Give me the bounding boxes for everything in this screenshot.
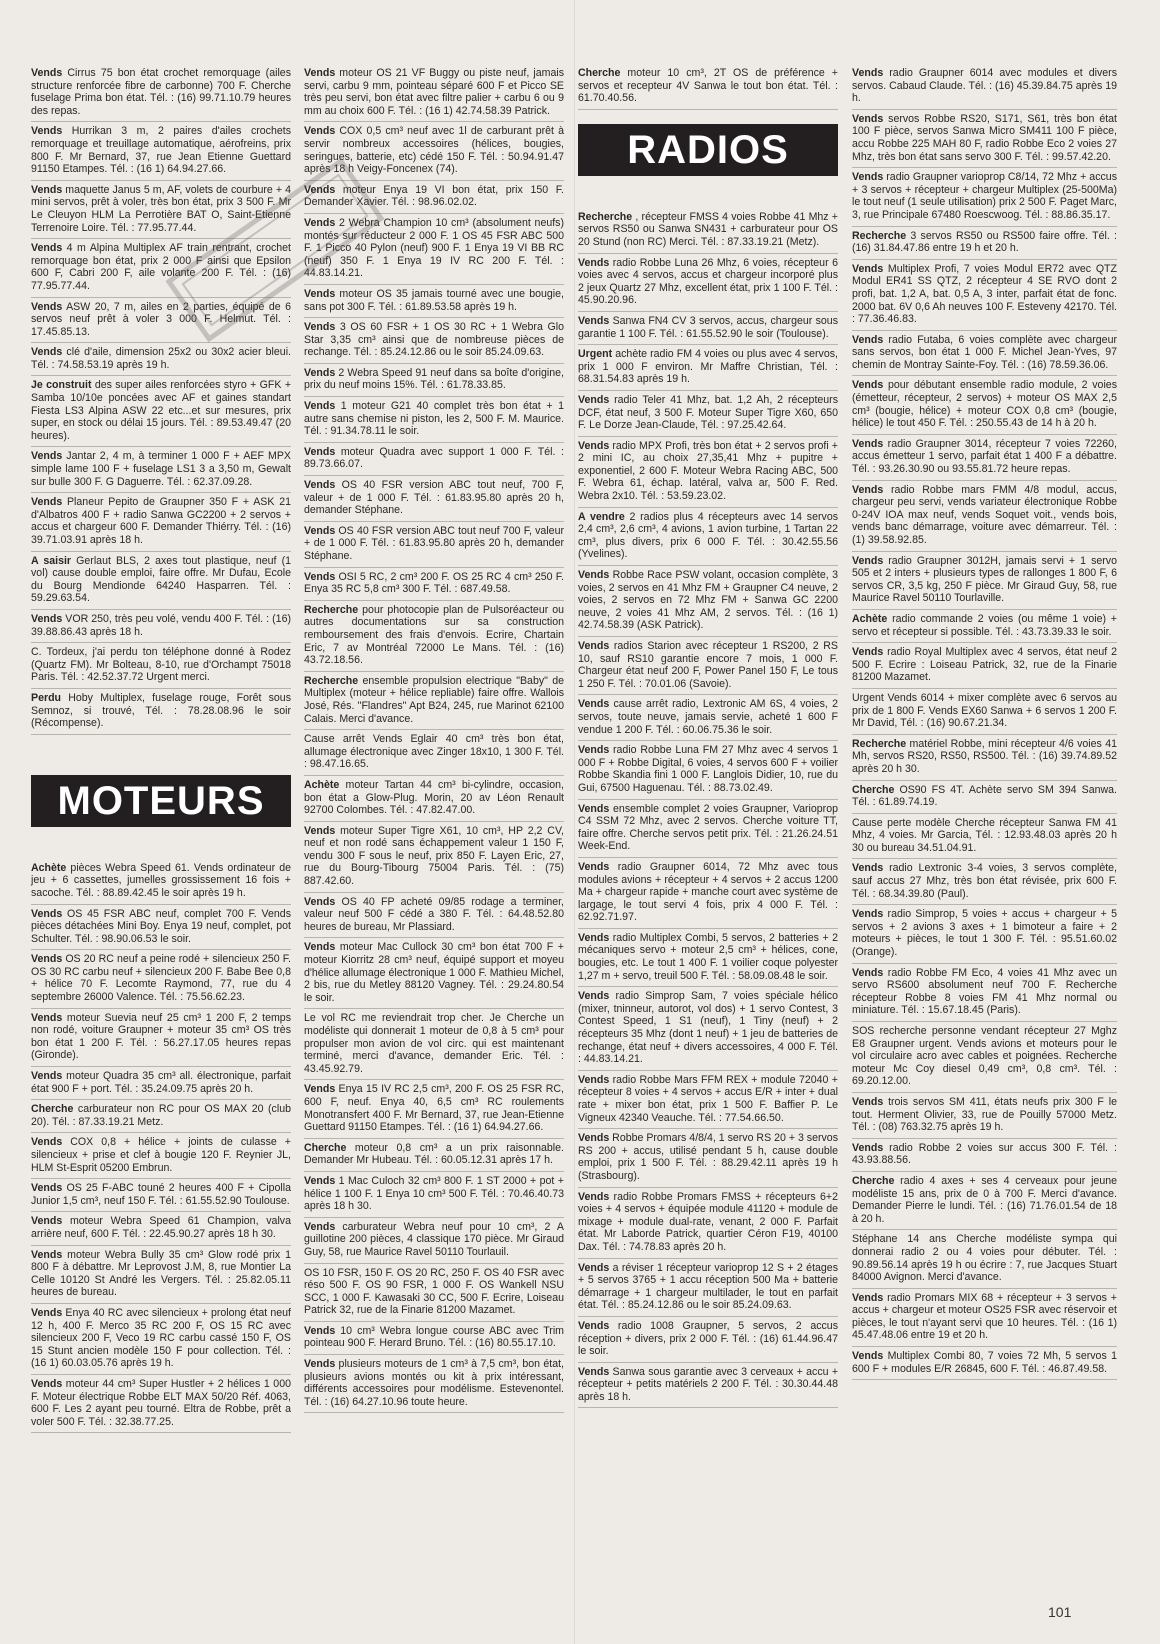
col3-radios-list [578, 208, 838, 1409]
ad-text: moteur Enya 19 VI bon état, prix 150 F. Demander Xavier. Tél. : 98.96.02.02. [304, 183, 564, 209]
ad-keyword: Cherche [304, 1141, 347, 1154]
radios-section-header: RADIOS [578, 124, 838, 176]
classified-ad [852, 1022, 1117, 1093]
ad-keyword: Vends [31, 1070, 63, 1083]
classified-ad [852, 610, 1117, 643]
col3-top-list [578, 64, 838, 110]
ad-keyword: Vends [852, 908, 884, 921]
ad-keyword: Vends [578, 1190, 610, 1203]
classified-ad [852, 64, 1117, 110]
classified-ad [852, 110, 1117, 168]
ad-keyword: Vends [31, 496, 63, 509]
ad-keyword: Vends [31, 346, 63, 359]
ad-keyword: Vends [31, 67, 63, 79]
ad-text: radio Simprop, 5 voies + accus + chargeur + 5 servos + 2 avions 3 axes + 1 bimoteur a faire + 2 moteurs + pièces, le tout 1 300 F. Tél. : 95.51.60.02 (Orange). [852, 908, 1117, 959]
ad-keyword: Je construit [31, 379, 92, 392]
ad-keyword: Vends [578, 744, 610, 757]
ad-keyword: Vends [304, 287, 336, 300]
ad-keyword: Vends [31, 242, 63, 255]
ad-text: radio Robbe Mars FFM REX + module 72040 + récepteur 8 voies + 4 servos + accus E/R + inter + dual rate + mixer bon état, prix 1 500 F. Baffier P. Le Vigneux 42340 Veauche. Tél. : 77.54.66.50. [578, 1073, 838, 1124]
classified-ad [578, 929, 838, 987]
ad-keyword: Vends [852, 437, 884, 450]
classified-ad [304, 1139, 564, 1172]
classified-ad [304, 672, 564, 730]
classified-ad [304, 776, 564, 822]
ad-text: Sanwa sous garantie avec 3 cerveaux + accu + récepteur + petits matériels 2 200 F. Tél. : 30.30.44.48 après 18 h. [578, 1365, 838, 1403]
ad-keyword: Vends [31, 183, 63, 196]
ad-keyword: Vends [852, 67, 884, 79]
ad-keyword: Vends [304, 1358, 336, 1371]
ad-text: Enya 15 IV RC 2,5 cm³, 200 F. OS 25 FSR RC, 600 F, neuf. Enya 40, 6,5 cm³ RC roulements Monotransfert 400 F. Mr Bernard, 37, rue Jean-Etienne Guettard 91150 Etampes. Tél. : (16 1) 64.94.27.66. [304, 1083, 564, 1134]
classified-ad [31, 610, 291, 643]
classified-ad [852, 260, 1117, 331]
ad-keyword: Vends [852, 966, 884, 979]
ad-keyword: Vends [31, 612, 63, 625]
ad-text: OS 40 FSR version ABC tout neuf, 700 F, valeur + de 1 000 F. Tél. : 61.83.95.80 après 20 h, demander Stéphane. [304, 479, 564, 517]
column-3 [578, 64, 838, 1408]
ad-text: radio Robbe mars FMM 4/8 modul, accus, chargeur peu servi, vends variateur électronique Robbe 0-24V IOA max neuf, vends Soquet voit., vends bois, vends banc démarrage, voiture avec démarreur. Tél. : (1) 39.58.92.85. [852, 483, 1117, 546]
ad-keyword: Vends [578, 1365, 610, 1378]
ad-keyword: Vends [852, 862, 884, 875]
classified-ad [304, 893, 564, 939]
ad-text: OS 10 FSR, 150 F. OS 20 RC, 250 F. OS 40 FSR avec réso 500 F. OS 90 FSR, 1 000 F. OS Wankell NSU SCC, 1 000 F. Kawasaki 30 CC, 500 F. Ecrire, Loiseau Patrick 32, rue de la Finarie 81200 Mazamet. [304, 1266, 564, 1317]
ad-text: cause arrêt radio, Lextronic AM 6S, 4 voies, 2 servos, toute neuve, jamais servie, acheté 1 600 F vendue 1 200 F. Tél. : 60.06.75.36 le soir. [578, 698, 838, 736]
ad-text: Enya 40 RC avec silencieux + prolong état neuf 12 h, 400 F. Merco 35 RC 200 F, OS 15 RC avec silencieux 200 F, Veco 19 RC carbu cassé 150 F, OS 15 Stunt ancien modèle 150 F pour collection. Tél. : (16 1) 60.03.05.76 après 19 h. [31, 1306, 291, 1370]
classified-ad [31, 64, 291, 122]
ad-text: Robbe Race PSW volant, occasion complète, 3 voies, 2 servos en 41 Mhz FM + Graupner C4 neuve, 2 voies, 2 servos en 72 Mhz FM + Sanwa GC 2200 neuve, 2 voies 41 Mhz AM, 2 servos. Tél. : (16 1) 42.74.58.39 (ASK Patrick). [578, 569, 838, 632]
ad-text: radio Robbe FM Eco, 4 voies 41 Mhz avec un servo RS600 absolument neuf 700 F. Recherche récepteur Robbe 8 voies FM 41 Mhz normal ou miniature. Tél. : 15.67.18.45 (Paris). [852, 966, 1117, 1017]
ad-keyword: Achète [852, 612, 888, 625]
ad-keyword: Vends [852, 171, 884, 184]
ad-keyword: Vends [852, 1350, 884, 1363]
ad-keyword: Vends [304, 125, 336, 138]
ad-text: radio Graupner 6014 avec modules et divers servos. Cabaud Claude. Tél. : (16) 45.39.84.75 après 19 h. [852, 67, 1117, 105]
ad-text: COX 0,8 + hélice + joints de culasse + silencieux + prise et clef à bougie 120 F. Reynier JL, HLM St-Esprit 05200 Embrun. [31, 1136, 291, 1174]
ad-keyword: Vends [578, 1073, 610, 1086]
ad-text: Hurrikan 3 m, 2 paires d'ailes crochets remorquage et treuillage automatique, aérofreins, prix 800 F. Mr Bernard, 37, rue Jean Etienne Guettard 91150 Etampes. Tél. : (16 1) 64.94.27.66. [31, 125, 291, 176]
ad-text: des super ailes renforcées styro + GFK + Samba 10/10e poncées avec AF et gaines standart Fiesta LS3 Alpina ASW 22 etc...et sur mesures, prix super, en stock ou délai 15 jours. Tél. : 89.53.49.47 (20 heures). [31, 379, 292, 442]
ad-text: radio Robbe Promars FMSS + récepteurs 6+2 voies + 4 servos + équipée module 41120 + module de mixage + module dual-rate, venant, 2 000 F. Parfait état. Mr Laborde Patrick, quartier Céron F19, 40100 Dax. Tél. : 74.78.83 après 20 h. [578, 1190, 838, 1253]
ad-text: moteur OS 35 jamais tourné avec une bougie, sans pot 300 F. Tél. : 61.89.53.58 après 19 h. [304, 287, 564, 313]
ad-text: 4 m Alpina Multiplex AF train rentrant, crochet remorquage bon état, prix 2 000 F ainsi que Epsilon 600 F, Cabri 200 F, aile volante 200 F. Tél. : (16) 77.95.77.44. [31, 242, 291, 292]
ad-text: maquette Janus 5 m, AF, volets de courbure + 4 mini servos, prêt à voler, très bon état, prix 3 500 F. Mr Le Cleuyon HLM La Perrotière BAT O, Saint-Etienne Terrenoire Loire. Tél. : 77.95.77.44. [31, 183, 291, 234]
ad-keyword: Vends [304, 216, 336, 229]
classified-ad [852, 1347, 1117, 1380]
classified-ad [31, 950, 291, 1008]
ad-keyword: Recherche [852, 229, 907, 242]
ad-keyword: Cherche [852, 783, 895, 796]
classified-ad [578, 987, 838, 1071]
classified-ad [852, 376, 1117, 434]
ad-keyword: A saisir [31, 554, 72, 567]
ad-text: moteur 0,8 cm³ a un prix raisonnable. Demander Mr Hubeau. Tél. : 60.05.12.31 après 17 h. [304, 1141, 564, 1167]
classified-ad [852, 905, 1117, 963]
classified-ad [304, 1009, 564, 1080]
ad-text: 3 servos RS50 ou RS500 faire offre. Tél. : (16) 31.84.47.86 entre 19 h et 20 h. [852, 229, 1117, 255]
ad-text: 3 OS 60 FSR + 1 OS 30 RC + 1 Webra Glo Star 3,35 cm³ ainsi que de nombreuse pièces de rechange. Tél. : 85.24.12.86 ou le soir 85.24.09.63. [304, 321, 564, 359]
ad-text: C. Tordeux, j'ai perdu ton téléphone donné à Rodez (Quartz FM). Mr Bolteau, 8-10, rue d'Orchampt 75018 Paris. Tél. : 42.52.37.72 Urgent merci. [31, 646, 291, 684]
classified-ad [578, 695, 838, 741]
classified-ad [31, 1067, 291, 1100]
ad-keyword: Vends [31, 450, 63, 463]
ad-keyword: Vends [31, 300, 63, 313]
classified-ad [578, 800, 838, 858]
classified-ad [31, 376, 291, 447]
ad-text: radio Promars MIX 68 + récepteur + 3 servos + accus + chargeur et moteur OS25 FSR avec réservoir et pièces, le tout n'ayant servi que 10 heures. Tél. : (16 1) 45.47.48.06 entre 19 et 20 h. [852, 1291, 1117, 1342]
ad-text: radio Futaba, 6 voies complète avec chargeur sans servos, bon état 1 000 F. Michel Jean-Yves, 97 chemin de Montray Sainte-Foy. Tél. : (16) 78.59.36.06. [852, 333, 1117, 371]
watermark-stamp [150, 120, 400, 380]
ad-text: radio Robbe 2 voies sur accus 300 F. Tél. : 43.93.88.56. [852, 1141, 1117, 1167]
ad-text: trois servos SM 411, états neufs prix 300 F le tout. Herment Olivier, 33, rue de Pouilly 57000 Metz. Tél. : (08) 763.32.75 après 19 h. [852, 1095, 1117, 1134]
ad-keyword: Vends [31, 907, 63, 920]
classified-ad [304, 1322, 564, 1355]
classified-ad [578, 1071, 838, 1129]
classified-ad [578, 741, 838, 799]
ad-text: 1 Mac Culoch 32 cm³ 800 F. 1 ST 2000 + pot + hélice 1 100 F. 1 Enya 10 cm³ 500 F. Tél. : 70.46.40.73 après 18 h 30. [304, 1174, 564, 1213]
ad-keyword: Vends [852, 1141, 884, 1154]
classified-ad [852, 814, 1117, 860]
ad-keyword: Vends [31, 1215, 63, 1228]
ad-keyword: Vends [578, 256, 610, 269]
ad-text: Urgent Vends 6014 + mixer complète avec 6 servos au prix de 1 800 F. Vends EX60 Sanwa + 6 servos 1 200 F. Mr David, Tél. : (16) 90.67.21.34. [852, 691, 1117, 730]
classified-ad [31, 1304, 291, 1375]
ad-text: Cause arrêt Vends Eglair 40 cm³ très bon état, allumage électronique avec Zinger 18x10, 1 300 F. Tél. : 98.47.16.65. [304, 733, 564, 771]
ad-text: radio Robbe Luna FM 27 Mhz avec 4 servos 1 000 F + Robbe Digital, 6 voies, 4 servos 600 F + voilier Robbe Skandia fini 1 000 F. Langlois Didier, 10, rue du Gui, 67500 Haguenau. Tél. : 88.73.02.49. [578, 744, 838, 794]
ad-text: ensemble propulsion electrique "Baby" de Multiplex (moteur + hélice repliable) faire offre. Wallois José, Rés. "Flandres" Apt B24, 245, rue Marinot 62100 Calais. Merci d'avance. [304, 674, 564, 725]
ad-text: Stéphane 14 ans Cherche modéliste sympa qui donnerai radio 2 ou 4 voies pour débuter. Tél. : 90.89.56.14 après 19 h ou écrire : 7, rue Jacques Stuart 84000 Avignon. Merci d'avance. [852, 1233, 1117, 1284]
ad-text: radio commande 2 voies (ou même 1 voie) + servo et récepteur si possible. Tél. : 43.73.39.33 le soir. [852, 612, 1117, 638]
ad-text: OS 40 FP acheté 09/85 rodage a terminer, valeur neuf 500 F cédé a 380 F. Tél. : 64.48.52.80 heures de bureau, Mr Plassiard. [304, 895, 564, 933]
classified-ad [852, 481, 1117, 552]
classified-ad [304, 1172, 564, 1218]
ad-text: OS 25 F-ABC touné 2 heures 400 F + Cipolla Junior 1,5 cm³, neuf 150 F. Tél. : 61.55.52.90 Toulouse. [31, 1182, 291, 1207]
ad-keyword: Vends [304, 183, 336, 196]
ad-keyword: Vends [852, 554, 884, 567]
ad-text: OS90 FS 4T. Achète servo SM 394 Sanwa. Tél. : 61.89.74.19. [852, 783, 1117, 809]
ad-text: moteur Tartan 44 cm³ bi-cylindre, occasion, bon état a Glow-Plug. Morin, 20 av Léon Renault 92700 Colombes. Tél. : 47.82.47.00. [304, 778, 564, 817]
ad-keyword: Vends [31, 1136, 63, 1149]
ad-keyword: Cherche [31, 1103, 74, 1116]
classified-ad [852, 168, 1117, 226]
ad-text: radio Graupner 3014, récepteur 7 voies 72260, accus émetteur 1 servo, parfait état 1 400 F a débattre. Tél. : 93.26.30.90 ou 93.55.81.72 heure repas. [852, 437, 1117, 476]
classified-ad [578, 508, 838, 566]
ad-text: moteur OS 21 VF Buggy ou piste neuf, jamais servi, carbu 9 mm, pointeau séparé 600 F et Picco SE très peu servi, bon état avec filtre palier + carbu 6 ou 9 mm au choix 600 F. Tél. : (16 1) 42.74.58.39 Patrick. [304, 67, 564, 117]
classified-ad [578, 437, 838, 508]
ad-text: moteur Webra Speed 61 Champion, valva arrière neuf, 600 F. Tél. : 22.45.90.27 après 18 h 30. [31, 1215, 291, 1240]
ad-text: ensemble complet 2 voies Graupner, Varioprop C4 SSM 72 Mhz, avec 2 servos. Cherche voiture TT, faire offre. Cherche servos petit prix. Tél. : 21.26.24.51 Week-End. [578, 802, 838, 853]
moteurs-section-header: MOTEURS [31, 775, 291, 827]
ad-keyword: Vends [578, 698, 610, 711]
page-crease [574, 0, 575, 1644]
ad-text: OS 20 RC neuf a peine rodé + silencieux 250 F. OS 30 RC carbu neuf + silencieux 200 F. Babe Bee 0,8 + hélice 70 F. Lecomte Raymond, 77, rue du 4 septembre 26000 Valence. Tél. : 75.56.62.23. [31, 953, 291, 1004]
classified-ad [578, 1259, 838, 1317]
ad-keyword: Vends [578, 802, 610, 815]
ad-keyword: Vends [852, 646, 884, 659]
ad-text: moteur Suevia neuf 25 cm³ 1 200 F, 2 temps non rodé, voiture Graupner + moteur 35 cm³ OS très bon état 1 200 F. Tél. : 56.27.17.05 heures repas (Gironde). [31, 1011, 291, 1062]
classified-ad [578, 64, 838, 110]
classified-ad [578, 1188, 838, 1259]
ad-keyword: Vends [304, 67, 336, 79]
ad-keyword: Vends [304, 1220, 336, 1233]
classified-ad [578, 637, 838, 695]
classified-ad [852, 552, 1117, 610]
ad-keyword: Cherche [578, 67, 621, 79]
ad-keyword: A vendre [578, 510, 625, 523]
ad-keyword: Vends [852, 379, 884, 392]
ad-text: , récepteur FMSS 4 voies Robbe 41 Mhz + servos RS50 ou Sanwa SN431 + carburateur pour OS 20 Stund (non RC) Merci. Tél. : 87.33.19.21 (Metz). [578, 210, 838, 248]
ad-keyword: Vends [31, 1248, 63, 1261]
ad-keyword: Recherche [304, 603, 359, 616]
classified-ad [852, 781, 1117, 814]
classified-ad [31, 1100, 291, 1133]
classified-ad [304, 730, 564, 776]
ad-keyword: Vends [304, 1083, 336, 1096]
ad-text: 2 Webra Champion 10 cm³ (absolument neufs) montés sur réducteur 2 000 F. 1 OS 45 FSR ABC 500 F. 1 Picco 40 Pylon (neuf) 900 F. 1 Enya 19 VI BB RC (neuf) 350 F. 1 Enya 19 IV RC 200 F. Tél. : 44.83.14.21. [304, 216, 564, 280]
classified-ad [31, 859, 291, 905]
ad-text: moteur 10 cm³, 2T OS de préférence + servos et recepteur 4V Sanwa le tout bon état. Tél. : 61.70.40.56. [578, 67, 838, 105]
ad-text: radio MPX Profi, très bon état + 2 servos profi + 2 mini IC, au choix 27,35,41 Mhz + pupitre + exponentiel, 2 600 F. Moteur Webra Racing ABC, 500 F. Webra 61, échap. latéral, valva ar, 500 F. Red. Webra 2x10. Tél. : 53.59.23.02. [578, 439, 838, 503]
ad-keyword: Vends [304, 445, 336, 458]
ad-text: pour débutant ensemble radio module, 2 voies (émetteur, récepteur, 2 servos) + moteur OS MAX 2,5 cm³ (bougie, hélice) + moteur COX 0,8 cm³ (bougie, hélice) le tout 450 F. Tél. : 250.55.43 de 14 h à 20 h. [852, 379, 1117, 430]
classified-ad [852, 1289, 1117, 1347]
ad-text: radio Graupner varioprop C8/14, 72 Mhz + accus + 3 servos + récepteur + chargeur Multiplex (25-500Ma) le tout neuf (1 seule utilisation) prix 2 500 F. Paget Marc, 3, rue Principale 67480 Roescwoog. Tél. : 88.86.35.17. [852, 171, 1117, 221]
ad-keyword: Vends [304, 479, 336, 492]
classified-ad [852, 859, 1117, 905]
classified-ad [852, 643, 1117, 689]
ad-keyword: Vends [304, 1324, 336, 1337]
classified-ad [578, 1317, 838, 1363]
ad-keyword: Cherche [852, 1174, 895, 1187]
ad-text: Cirrus 75 bon état crochet remorquage (ailes structure renforcée fibre de carbonne) 700 F. Cherche fuselage Prima bon état. Tél. : (16) 99.71.10.79 heures des repas. [31, 67, 291, 117]
ad-keyword: Vends [578, 860, 610, 873]
ad-text: Multiplex Combi 80, 7 voies 72 Mh, 5 servos 1 600 F + modules E/R 26845, 600 F. Tél. : 46.87.49.58. [852, 1350, 1117, 1375]
ad-keyword: Vends [578, 569, 610, 582]
classified-ad [31, 1133, 291, 1179]
ad-text: radio Teler 41 Mhz, bat. 1,2 Ah, 2 récepteurs DCF, état neuf, 3 500 F. Moteur Super Tigre X60, 650 F. Le Dorze Jean-Claude, Tél. : 97.25.42.64. [578, 393, 838, 432]
ad-text: radio Graupner 6014, 72 Mhz avec tous modules avions + récepteur + 4 servos + 2 accus 1200 Ma + chargeur rapide + manche court avec système de largage, le tout servi 4 fois, prix 4 000 F. Tél. : 62.92.71.97. [578, 860, 838, 924]
ad-text: a réviser 1 récepteur varioprop 12 S + 2 étages + 5 servos 3765 + 1 accu réception 500 Ma + batterie démarrage + 1 chargeur multilader, le tout en parfait état. Tél. : 85.24.12.86 ou le soir 85.24.09.63. [578, 1261, 838, 1312]
ad-text: moteur Quadra 35 cm³ all. électronique, parfait état 900 F + port. Tél. : 35.24.09.75 après 20 h. [31, 1070, 291, 1095]
ad-text: Gerlaut BLS, 2 axes tout plastique, neuf (1 vol) cause double emploi, faire offre. Mr Dufau, Ecole du Bourg Mendionde 64240 Hasparren. Tél. : 59.29.63.54. [31, 554, 291, 605]
ad-keyword: Perdu [31, 691, 62, 704]
ad-keyword: Vends [31, 1377, 63, 1390]
classified-ad [852, 331, 1117, 377]
ad-keyword: Vends [852, 1095, 884, 1108]
ad-keyword: Vends [304, 570, 336, 583]
classified-ad [31, 1246, 291, 1304]
classified-ad [852, 227, 1117, 260]
ad-text: Jantar 2, 4 m, à terminer 1 000 F + AEF MPX simple lame 100 F + fuselage LS1 3 a 3,50 m, Gewalt sur bulle 300 F. G Daguerre. Tél. : 62.37.09.28. [31, 450, 291, 488]
ad-text: VOR 250, très peu volé, vendu 400 F. Tél. : (16) 39.88.86.43 après 18 h. [31, 612, 291, 638]
ad-keyword: Recherche [578, 210, 633, 223]
classified-ad [578, 391, 838, 437]
classified-ad [578, 312, 838, 345]
ad-text: moteur Mac Cullock 30 cm³ bon état 700 F + moteur Kiorritz 28 cm³ neuf, équipé support et moyeu d'hélice allumage électronique 1 000 F. Mathieu Michel, 2 bis, rue du Metley 88120 Vagney. Tél. : 29.24.80.54 le soir. [304, 941, 564, 1004]
ad-keyword: Achète [304, 778, 340, 791]
col4-ads-list [852, 64, 1117, 1380]
ad-keyword: Vends [578, 1132, 610, 1145]
classified-ad [31, 552, 291, 610]
ad-text: radio Lextronic 3-4 voies, 3 servos complète, sauf accus 27 Mhz, très bon état révisée, prix 600 F. Tél. : 68.34.39.80 (Paul). [852, 862, 1117, 900]
ad-keyword: Vends [852, 483, 884, 496]
ad-keyword: Vends [304, 941, 336, 954]
classified-ad [852, 1172, 1117, 1230]
ad-text: moteur Webra Bully 35 cm³ Glow rodé prix 1 800 F à débattre. Mr Leprovost J.M, 8, rue Montier La Celle 10120 St André les Vergers. Tél. : 25.82.05.11 heures de bureau. [31, 1248, 291, 1299]
ad-keyword: Vends [304, 400, 336, 413]
ad-keyword: Vends [31, 1182, 63, 1195]
classified-ad [304, 822, 564, 893]
ad-text: OS 40 FSR version ABC tout neuf 700 F, valeur + de 1 000 F. Tél. : 61.83.95.80 après 20 h, demander Stéphane. [304, 524, 564, 562]
ad-text: Planeur Pepito de Graupner 350 F + ASK 21 d'Albatros 400 F + radio Sanwa GC2200 + 2 servos + accus et chargeur 600 F. Demander Thiérry. Tél. : (16) 39.71.03.91 après 18 h. [31, 496, 291, 546]
ad-text: Sanwa FN4 CV 3 servos, accus, chargeur sous garantie 1 100 F. Tél. : 61.55.52.90 le soir (Toulouse). [578, 314, 838, 340]
classified-ad [31, 447, 291, 493]
ad-text: Le vol RC me reviendrait trop cher. Je Cherche un modéliste qui donnerait 1 moteur de 0,8 à 5 cm³ pour propulser mon avion de vol circ. qui est maintenant terminé, merci d'avance, demander Eric. Tél. : 43.45.92.79. [304, 1012, 564, 1075]
classified-ad [852, 1139, 1117, 1172]
ad-text: radio Multiplex Combi, 5 servos, 2 batteries + 2 mécaniques servo + moteur 2,5 cm³ + hélices, cone, bougies, etc. Le tout 1 400 F. 1 voilier coque polyester 1,27 m + servo, treuil 500 F. Tél. : 58.09.08.48 le soir. [578, 931, 838, 982]
ad-keyword: Vends [578, 393, 610, 406]
ad-text: 10 cm³ Webra longue course ABC avec Trim pointeau 900 F. Herard Bruno. Tél. : (16) 80.55.17.10. [304, 1324, 564, 1350]
ad-keyword: Vends [578, 990, 610, 1003]
ad-text: Robbe Promars 4/8/4, 1 servo RS 20 + 3 servos RS 200 + accus, utilisé pendant 5 h, cause double emploi, prix 1 500 F. Tél. : 88.29.42.11 après 19 h (Strasbourg). [578, 1132, 838, 1182]
ad-text: radio Simprop Sam, 7 voies spéciale hélico (mixer, tninneur, autorot, vol dos) + 1 servo Contest, 3 Contest Speed, 1 S1 (neuf), 1 Tiny (neuf) + 2 récepteurs 35 Mhz (dont 1 neuf) + 1 jeu de batteries de rechange, état neuf + divers accessoires, 4 000 F. Tél. : 44.83.14.21. [578, 990, 838, 1066]
ad-text: moteur Super Tigre X61, 10 cm³, HP 2,2 CV, neuf et non rodé sans échappement valeur 1 150 F, vendu 300 F sous le neuf, prix 850 F. Layen Eric, 27, rue du Bourg-Tibourg 75004 Paris. Tél. : (75) 887.42.60. [304, 824, 564, 888]
ad-text: 2 radios plus 4 récepteurs avec 14 servos 2,4 cm³, 2,6 cm³, 4 avions, 1 avion turbine, 1 Tartan 22 cm³, plus divers, prix 6 000 F. Tél. : 30.42.55.56 (Yvelines). [578, 510, 839, 561]
ad-text: servos Robbe RS20, S171, S61, très bon état 100 F pièce, servos Sanwa Micro SM411 100 F pièce, accu Robbe 225 MAH 80 F, radio Robbe Eco 2 voies 27 Mhz, très bon état sans servo 300 F. Tél. : 99.57.42.20. [852, 112, 1117, 163]
ad-text: 1 moteur G21 40 complet très bon état + 1 autre sans chemise ni piston, les 2, 500 F. M. Maurice. Tél. : 91.34.78.11 le soir. [304, 400, 564, 438]
classified-ad [31, 1212, 291, 1245]
ad-keyword: Vends [304, 824, 336, 837]
ad-text: radio 4 axes + ses 4 cerveaux pour jeune modéliste 15 ans, prix de 0 à 700 F. Merci d'avance. Demander Pierre le lundi. Tél. : (16) 71.76.01.54 de 18 à 20 h. [852, 1174, 1117, 1225]
classified-ad [578, 566, 838, 637]
ad-keyword: Vends [31, 125, 63, 138]
ad-text: 2 Webra Speed 91 neuf dans sa boîte d'origine, prix du neuf moins 15%. Tél. : 61.78.33.85. [304, 366, 564, 392]
classified-ad [31, 1009, 291, 1067]
ad-keyword: Urgent [578, 348, 613, 361]
ad-text: OSI 5 RC, 2 cm³ 200 F. OS 25 RC 4 cm³ 250 F. Enya 35 RC 5,8 cm³ 300 F. Tél. : 687.49.58. [304, 570, 564, 596]
ad-text: moteur 44 cm³ Super Hustler + 2 hélices 1 000 F. Moteur électrique Robbe ELT MAX 50/20 Réf. 4063, 600 F. Les 2 ayant peu tourné. Eltra de Robbe, prêt a voler 500 F. Tél. : 32.38.77.25. [31, 1377, 291, 1428]
classified-ad [31, 1179, 291, 1212]
ad-text: OS 45 FSR ABC neuf, complet 700 F. Vends pièces détachées Mini Boy. Enya 19 neuf, complet, pot Schulter. Tél. : 98.90.06.53 le soir. [31, 907, 291, 945]
classified-ad [304, 443, 564, 476]
ad-text: COX 0,5 cm³ neuf avec 1l de carburant prêt à servir nombreux accessoires (hélices, bougies, seringues, batterie, etc) cédé 150 F. Tél. : 50.94.91.47 après 18 h Veigy-Foncenex (74). [304, 125, 564, 176]
classified-ad [852, 1093, 1117, 1139]
ad-keyword: Vends [578, 1319, 610, 1332]
classified-ad [578, 254, 838, 312]
classified-ad [578, 858, 838, 929]
classified-ad [304, 1218, 564, 1264]
ad-keyword: Vends [31, 1011, 63, 1024]
ad-keyword: Achète [31, 861, 67, 874]
ad-keyword: Vends [852, 262, 884, 275]
classified-ad [852, 435, 1117, 481]
column-4 [852, 64, 1117, 1380]
classified-ad [578, 1363, 838, 1409]
classified-ad [31, 689, 291, 735]
ad-text: plusieurs moteurs de 1 cm³ à 7,5 cm³, bon état, plusieurs avions montés ou kit à prix intéressant, différents accessoires pour modélisme. Estevenontel. Tél. : (16) 64.27.10.96 toute heure. [304, 1358, 564, 1408]
ad-text: clé d'aile, dimension 25x2 ou 30x2 acier bleui. Tél. : 74.58.53.19 après 19 h. [31, 346, 291, 371]
ad-keyword: Vends [578, 931, 610, 944]
classified-ad [31, 493, 291, 551]
classified-ad [304, 522, 564, 568]
classified-ad [304, 1264, 564, 1322]
ad-keyword: Vends [31, 1306, 63, 1319]
ad-keyword: Vends [852, 333, 884, 346]
classified-ad [852, 689, 1117, 735]
ad-text: achète radio FM 4 voies ou plus avec 4 servos, prix 1 000 F environ. Mr Maffre Christian, Tél. : 68.31.54.83 après 19 h. [578, 348, 838, 386]
ad-text: Cause perte modèle Cherche récepteur Sanwa FM 41 Mhz, 4 voies. Mr Garcia, Tél. : 12.93.48.03 après 20 h 30 ou bureau 34.51.04.91. [852, 816, 1117, 854]
ad-text: matériel Robbe, mini récepteur 4/6 voies 41 Mh, servos RS20, RS50, RS500. Tél. : (16) 39.74.89.52 après 20 h 30. [852, 737, 1117, 775]
classified-ad [852, 1230, 1117, 1288]
ad-text: moteur Quadra avec support 1 000 F. Tél. : 89.73.66.07. [304, 445, 564, 471]
classified-ad [852, 964, 1117, 1022]
ad-keyword: Vends [578, 314, 610, 327]
ad-text: pièces Webra Speed 61. Vends ordinateur de jeu + 6 cassettes, jumelles grossissement 16 fois + sacoche. Tél. : 88.89.42.45 le soir après 19 h. [31, 861, 291, 899]
ad-text: radio Royal Multiplex avec 4 servos, état neuf 2 500 F. Ecrire : Loiseau Patrick, 32, rue de la Finarie 81200 Mazamet. [852, 646, 1117, 684]
ad-text: radio Graupner 3012H, jamais servi + 1 servo 505 et 2 inters + plusieurs types de rallonges 1 800 F, 6 servos CR, 3,5 kg, 250 F pièce. Mr Giraud Guy, 58, rue Maurice Ravel 50110 Tourlaville. [852, 554, 1117, 605]
ad-keyword: Vends [578, 439, 610, 452]
ad-text: ASW 20, 7 m, ailes en 2 parties, équipé de 6 servos neuf prêt à voler 3 000 F. Helmut. Tél. : 17.45.85.13. [31, 300, 291, 338]
classified-ad [304, 1355, 564, 1413]
classified-ad [304, 568, 564, 601]
classified-ad [31, 905, 291, 951]
ad-text: radio 1008 Graupner, 5 servos, 2 accus réception + divers, prix 2 000 F. Tél. : (16) 61.44.96.47 le soir. [578, 1319, 838, 1358]
classified-ad [31, 1375, 291, 1433]
ad-text: Hoby Multiplex, fuselage rouge, Forêt sous Semnoz, si trouvé, Tél. : 78.28.08.96 le soir (Récompense). [31, 691, 291, 730]
classified-ad [578, 1129, 838, 1187]
classified-ad [304, 476, 564, 522]
ad-keyword: Vends [31, 953, 63, 966]
col1-moteurs-list [31, 859, 291, 1434]
ad-text: SOS recherche personne vendant récepteur 27 Mghz E8 Graupner urgent. Vends avions et moteurs pour le vol circulaire acro avec cables et poignées. Recherche moteur Mc Coy diesel 0,49 cm³, 0,8 cm³. Tél. : 69.20.12.00. [852, 1025, 1117, 1088]
ad-keyword: Recherche [304, 674, 359, 687]
ad-text: radio Robbe Luna 26 Mhz, 6 voies, récepteur 6 voies avec 4 servos, accus et chargeur incorporé plus 2 jeux Quartz 27 Mhz, excellent état, prix 1 100 F. Tél. : 45.90.20.96. [578, 256, 838, 307]
ad-keyword: Vends [852, 1291, 884, 1304]
ad-keyword: Vends [304, 366, 336, 379]
classified-ad [31, 643, 291, 689]
ad-text: radios Starion avec récepteur 1 RS200, 2 RS 10, sauf RS10 garantie encore 7 mois, 1 000 F. Chargeur état neuf 200 F, Power Panel 150 F, Le tous 1 250 F. Tél. : 70.01.06 (Savoie). [578, 640, 838, 690]
classified-ad [304, 601, 564, 672]
page-number: 101 [1048, 1604, 1072, 1620]
classified-ad [304, 64, 564, 122]
ad-text: pour photocopie plan de Pulsoréacteur ou autres documentations sur sa construction remboursement des frais d'envois. Ecrire, Chartain Eric, 7 av Montréal 72000 Le Mans. Tél. : (16) 43.72.18.56. [304, 603, 564, 667]
ad-keyword: Vends [304, 895, 336, 908]
classified-ad [852, 735, 1117, 781]
classified-ad [304, 1080, 564, 1138]
ad-keyword: Vends [304, 524, 336, 537]
classified-ad [304, 397, 564, 443]
classified-ad [578, 208, 838, 254]
classified-ad [578, 345, 838, 391]
ad-text: carburateur Webra neuf pour 10 cm³, 2 A guillotine 200 pièces, 4 classique 170 pièce. Mr Giraud Guy, 58, rue Maurice Ravel 50110 Tourlauil. [304, 1220, 564, 1258]
ad-text: carburateur non RC pour OS MAX 20 (club 20). Tél. : 87.33.19.21 Metz. [31, 1103, 291, 1128]
ad-keyword: Vends [578, 640, 610, 652]
ad-keyword: Vends [852, 112, 884, 125]
ad-keyword: Vends [304, 321, 336, 334]
classified-ad [304, 938, 564, 1009]
ad-keyword: Recherche [852, 737, 907, 750]
ad-keyword: Vends [578, 1261, 610, 1274]
ad-text: Multiplex Profi, 7 voies Modul ER72 avec QTZ Modul ER41 SS QTZ, 2 récepteur 4 SE RVO dont 2 profi, bat. 1,2 A, bat. 0,5 A, 3 inter, parfait état de fonc. 2000 bat. 6V 0,6 Ah neuves 100 F. Esteveny 42170. Tél. : 77.36.46.83. [852, 262, 1117, 326]
ad-keyword: Vends [304, 1174, 336, 1187]
